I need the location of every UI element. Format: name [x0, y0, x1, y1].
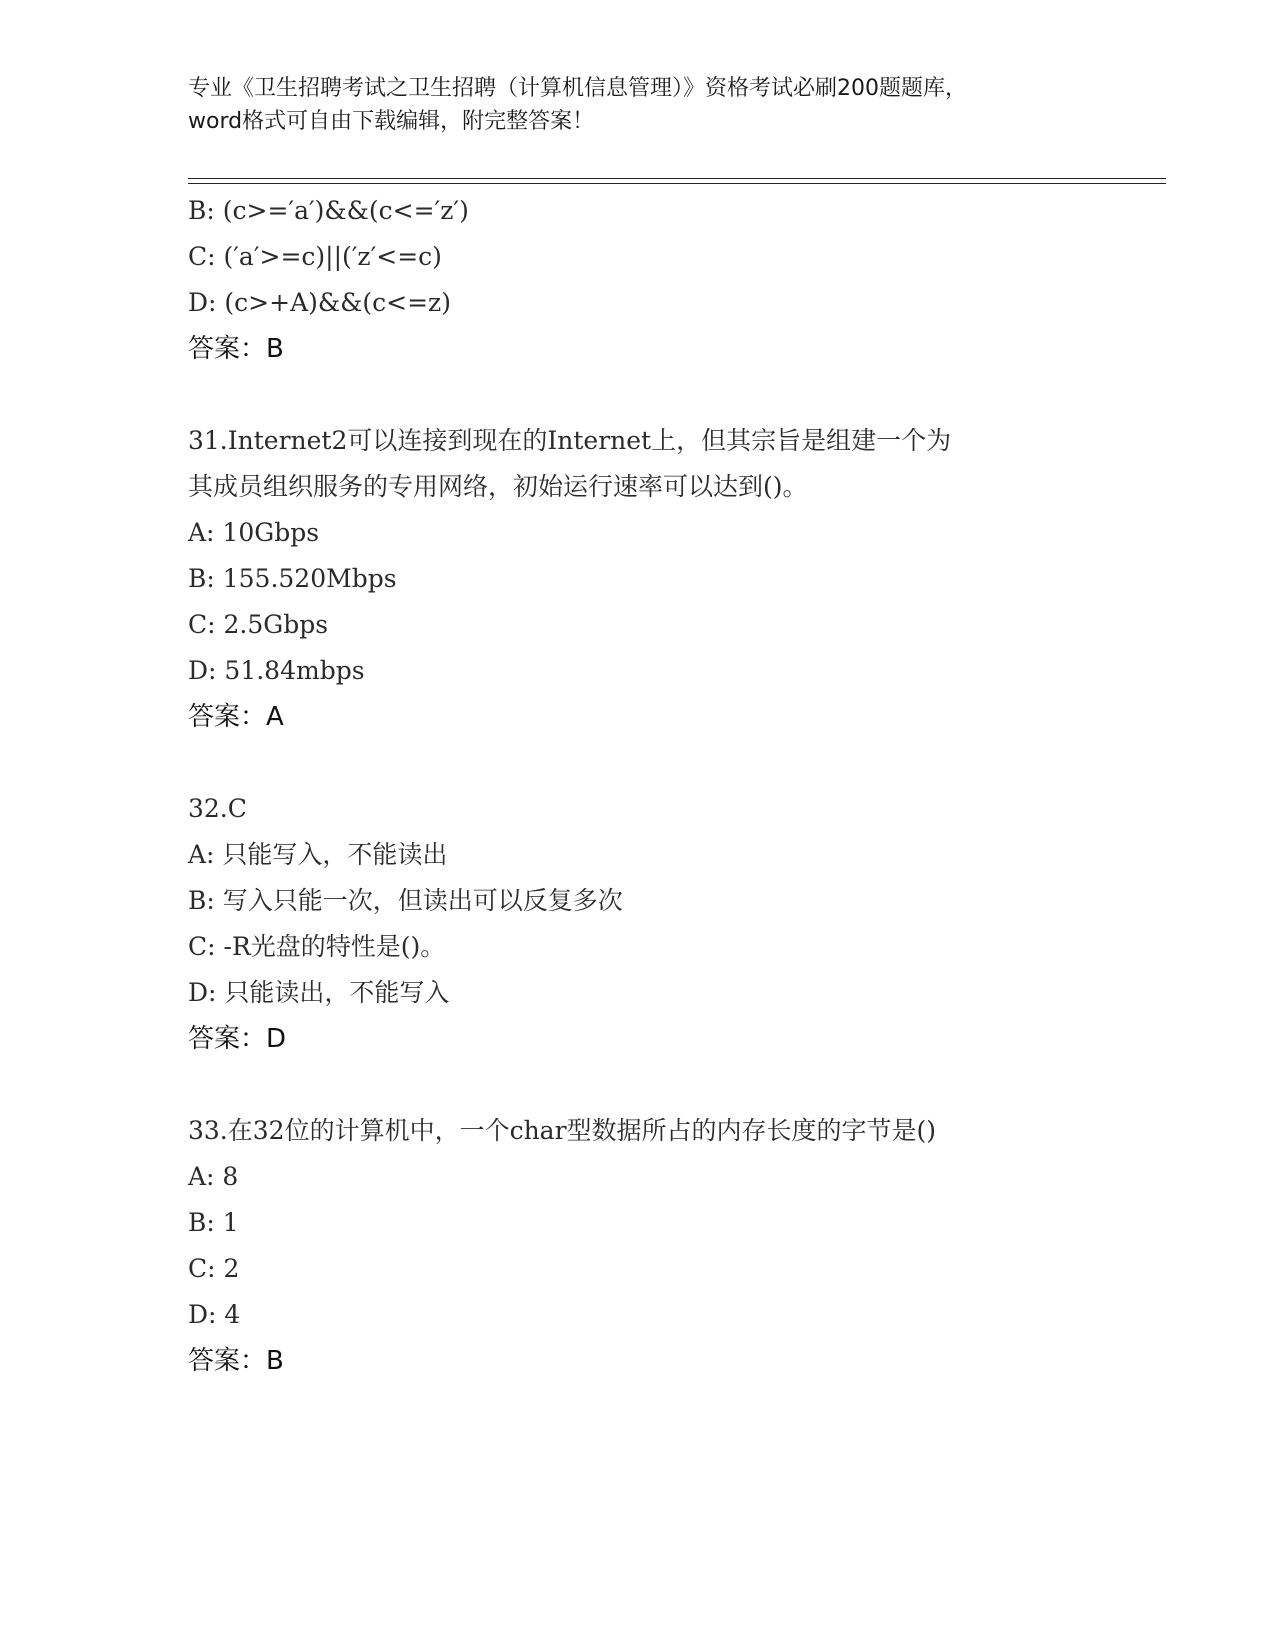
- answer-line: 答案：A: [188, 702, 284, 732]
- spacer: [188, 1062, 1128, 1108]
- option-d: D: (c>+A)&&(c<=z): [188, 288, 451, 317]
- option-a: A: 8: [188, 1162, 239, 1191]
- option-b: B: (c>=′a′)&&(c<=′z′): [188, 196, 469, 225]
- document-header: [188, 72, 1088, 138]
- header-divider-top: [188, 178, 1166, 179]
- question-stem: 33.在32位的计算机中，一个char型数据所占的内存长度的字节是(): [188, 1116, 937, 1145]
- option-a: A: 只能写入，不能读出: [188, 840, 448, 869]
- option-c: C: (′a′>=c)||(′z′<=c): [188, 242, 442, 271]
- spacer: [188, 372, 1128, 418]
- question-list: [188, 188, 1128, 1384]
- option-b: B: 1: [188, 1208, 239, 1237]
- question-block-33: [188, 1108, 1128, 1384]
- option-c: C: 2: [188, 1254, 240, 1283]
- option-a: A: 10Gbps: [188, 518, 320, 547]
- option-d: D: 4: [188, 1300, 241, 1329]
- option-b: B: 155.520Mbps: [188, 564, 397, 593]
- answer-line: 答案：D: [188, 1024, 287, 1054]
- question-block-32: [188, 786, 1128, 1062]
- question-block-prev: [188, 188, 1128, 372]
- question-stem: 32.C: [188, 794, 247, 823]
- header-title-line-2: word格式可自由下载编辑，附完整答案！: [188, 109, 595, 134]
- option-b: B: 写入只能一次，但读出可以反复多次: [188, 886, 623, 915]
- option-d: D: 只能读出，不能写入: [188, 978, 450, 1007]
- question-block-31: [188, 418, 1128, 740]
- header-divider-bottom: [188, 183, 1166, 184]
- option-d: D: 51.84mbps: [188, 656, 365, 685]
- option-c: C: -R光盘的特性是()。: [188, 932, 446, 961]
- spacer: [188, 740, 1128, 786]
- question-stem: 31.Internet2可以连接到现在的Internet上，但其宗旨是组建一个为: [188, 426, 952, 455]
- answer-line: 答案：B: [188, 334, 284, 364]
- header-title-line-1: 专业《卫生招聘考试之卫生招聘（计算机信息管理）》资格考试必刷200题题库，: [188, 76, 967, 101]
- question-stem: 其成员组织服务的专用网络，初始运行速率可以达到()。: [188, 472, 808, 501]
- answer-line: 答案：B: [188, 1346, 284, 1376]
- option-c: C: 2.5Gbps: [188, 610, 329, 639]
